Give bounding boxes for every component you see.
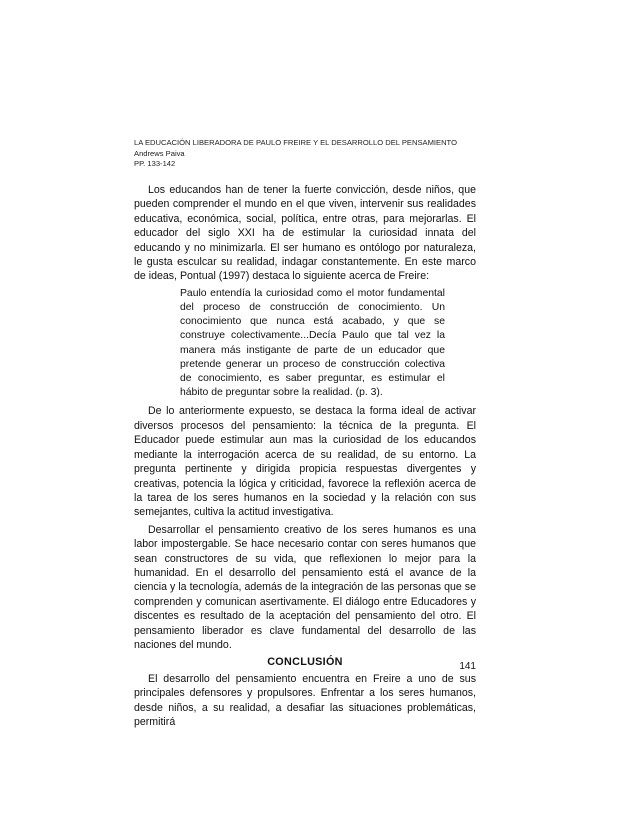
paragraph: El desarrollo del pensamiento encuentra en Freire a uno de sus principales defensores y propulsores. Enfrentar a los seres humanos, desde niños, a su realidad, a desafiar las situaciones problemáticas, permitirá bbox=[134, 672, 476, 728]
running-header bbox=[134, 138, 494, 170]
conclusion-heading: CONCLUSIÓN bbox=[267, 656, 343, 669]
header-pages: PP. 133-142 bbox=[134, 159, 176, 168]
header-author: Andrews Paiva bbox=[134, 148, 185, 158]
paragraph: De lo anteriormente expuesto, se destaca la forma ideal de activar diversos procesos del pensamiento: la técnica de la pregunta. El Educador puede estimular aun mas la curiosidad de los educandos mediante la interrogación acerca de su realidad, de su entorno. La pregunta pertinente y dirigida propicia respuestas divergentes y creativas, potencia la lógica y criticidad, favorece la reflexión acerca de la tarea de los seres humanos en la sociedad y la relación con sus semejantes, cultiva la actitud investigativa. bbox=[134, 405, 476, 519]
header-title: LA EDUCACIÓN LIBERADORA DE PAULO FREIRE Y EL DESARROLLO DEL PENSAMIENTO bbox=[134, 138, 457, 147]
body-text bbox=[134, 183, 476, 732]
paragraph: Desarrollar el pensamiento creativo de los seres humanos es una labor impostergable. Se hace necesario contar con seres humanos que sean constructores de su vida, que reflexionen lo mejor para la humanidad. En el desarrollo del pensamiento está el avance de la ciencia y la tecnología, además de la integración de las personas que se comprenden y comunican asertivamente. El diálogo entre Educadores y discentes es resultado de la aceptación del pensamiento del otro. El pensamiento liberador es clave fundamental del desarrollo de las naciones del mundo. bbox=[134, 523, 476, 651]
block-quote: Paulo entendía la curiosidad como el motor fundamental del proceso de construcción de conocimiento. Un conocimiento que nunca está acabado, y que se construye colectivamente...Decía Paulo que tal vez la manera más instigante de parte de un educador que pretende generar un proceso de construcción colectiva de conocimiento, es saber preguntar, es estimular el hábito de preguntar sobre la realidad. (p. 3). bbox=[180, 287, 445, 399]
paragraph: Los educandos han de tener la fuerte convicción, desde niños, que pueden comprender el mundo en el que viven, intervenir sus realidades educativa, económica, social, política, entre otras, para mejorarlas. El educador del siglo XXI ha de estimular la curiosidad innata del educando y no minimizarla. El ser humano es ontólogo por naturaleza, le gusta esculcar su realidad, indagar constantemente. En este marco de ideas, Pontual (1997) destaca lo siguiente acerca de Freire: bbox=[134, 184, 476, 283]
page-number: 141 bbox=[459, 661, 476, 672]
